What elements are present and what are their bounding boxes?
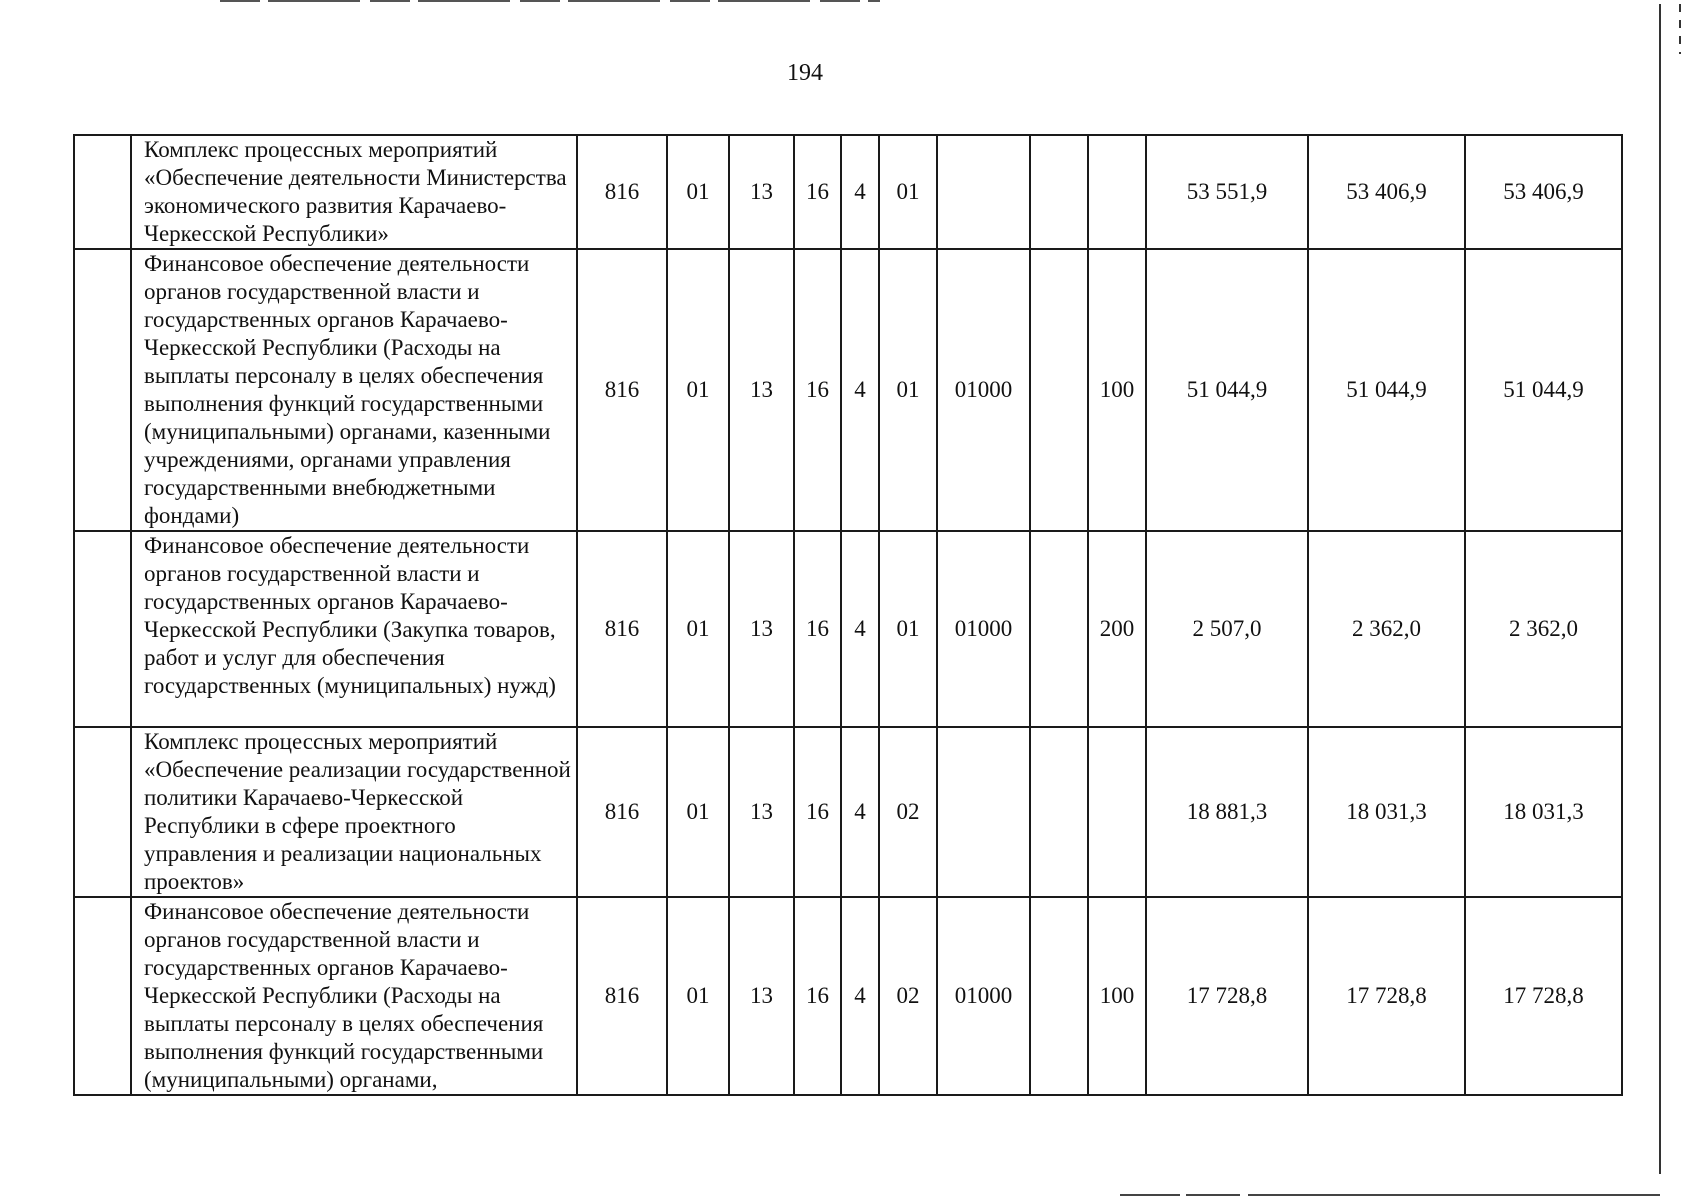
code-cell (1030, 135, 1088, 249)
row-number-cell (74, 249, 131, 531)
amount-cell: 17 728,8 (1146, 897, 1308, 1095)
code-cell: 01 (879, 531, 937, 727)
code-cell (1030, 727, 1088, 897)
code-cell: 13 (729, 135, 794, 249)
code-cell: 01 (667, 727, 729, 897)
amount-cell: 51 044,9 (1308, 249, 1465, 531)
amount-cell: 53 406,9 (1308, 135, 1465, 249)
amount-cell: 17 728,8 (1465, 897, 1622, 1095)
amount-cell: 18 031,3 (1308, 727, 1465, 897)
scan-edge-bottom (1120, 1194, 1660, 1196)
amount-cell: 18 031,3 (1465, 727, 1622, 897)
table-row (74, 135, 1622, 249)
code-cell (1030, 897, 1088, 1095)
code-cell: 16 (794, 897, 841, 1095)
row-number-cell (74, 727, 131, 897)
code-cell: 16 (794, 727, 841, 897)
table-row (74, 727, 1622, 897)
table-row (74, 531, 1622, 727)
code-cell: 4 (841, 897, 879, 1095)
code-cell: 16 (794, 531, 841, 727)
code-cell: 816 (577, 727, 667, 897)
description-cell: Комплекс процессных мероприятий «Обеспечение реализации государственной политики Карачаево-Черкесской Республики в сфере проектного управления и реализации национальных проектов» (131, 727, 577, 897)
code-cell (1030, 531, 1088, 727)
code-cell: 4 (841, 249, 879, 531)
code-cell: 16 (794, 135, 841, 249)
code-cell: 816 (577, 135, 667, 249)
code-cell: 01000 (937, 897, 1030, 1095)
code-cell: 13 (729, 897, 794, 1095)
row-number-cell (74, 135, 131, 249)
code-cell: 100 (1088, 897, 1146, 1095)
code-cell: 01 (667, 249, 729, 531)
code-cell: 01 (879, 249, 937, 531)
code-cell: 16 (794, 249, 841, 531)
code-cell: 4 (841, 135, 879, 249)
amount-cell: 2 362,0 (1465, 531, 1622, 727)
code-cell (937, 727, 1030, 897)
code-cell: 01 (667, 897, 729, 1095)
description-cell: Финансовое обеспечение деятельности органов государственной власти и государственных органов Карачаево-Черкесской Республики (Расходы на выплаты персоналу в целях обеспечения выполнения функций государственными (муниципальными) органами, казенными учреждениями, органами управления государственными внебюджетными фондами) (131, 249, 577, 531)
code-cell: 02 (879, 897, 937, 1095)
scan-edge-right-ticks (1679, 4, 1681, 54)
code-cell: 100 (1088, 249, 1146, 531)
scan-edge-right (1659, 4, 1661, 1174)
amount-cell: 18 881,3 (1146, 727, 1308, 897)
amount-cell: 2 507,0 (1146, 531, 1308, 727)
code-cell: 200 (1088, 531, 1146, 727)
code-cell: 4 (841, 727, 879, 897)
budget-table (73, 134, 1623, 1096)
code-cell: 01000 (937, 531, 1030, 727)
code-cell: 01000 (937, 249, 1030, 531)
amount-cell: 2 362,0 (1308, 531, 1465, 727)
scan-edge-top (220, 0, 880, 2)
code-cell (1030, 249, 1088, 531)
code-cell: 4 (841, 531, 879, 727)
amount-cell: 51 044,9 (1146, 249, 1308, 531)
code-cell: 01 (667, 135, 729, 249)
row-number-cell (74, 897, 131, 1095)
description-cell: Комплекс процессных мероприятий «Обеспечение деятельности Министерства экономического развития Карачаево-Черкесской Республики» (131, 135, 577, 249)
code-cell: 13 (729, 249, 794, 531)
amount-cell: 51 044,9 (1465, 249, 1622, 531)
amount-cell: 17 728,8 (1308, 897, 1465, 1095)
code-cell: 01 (667, 531, 729, 727)
code-cell (1088, 727, 1146, 897)
code-cell: 816 (577, 531, 667, 727)
code-cell: 02 (879, 727, 937, 897)
code-cell: 13 (729, 531, 794, 727)
page-number: 194 (787, 60, 823, 86)
code-cell (1088, 135, 1146, 249)
code-cell: 816 (577, 897, 667, 1095)
code-cell (937, 135, 1030, 249)
table-row (74, 897, 1622, 1095)
description-cell: Финансовое обеспечение деятельности органов государственной власти и государственных органов Карачаево-Черкесской Республики (Закупка товаров, работ и услуг для обеспечения государственных (муниципальных) нужд) (131, 531, 577, 727)
table-row (74, 249, 1622, 531)
description-cell: Финансовое обеспечение деятельности органов государственной власти и государственных органов Карачаево-Черкесской Республики (Расходы на выплаты персоналу в целях обеспечения выполнения функций государственными (муниципальными) органами, (131, 897, 577, 1095)
code-cell: 816 (577, 249, 667, 531)
amount-cell: 53 406,9 (1465, 135, 1622, 249)
code-cell: 01 (879, 135, 937, 249)
row-number-cell (74, 531, 131, 727)
code-cell: 13 (729, 727, 794, 897)
amount-cell: 53 551,9 (1146, 135, 1308, 249)
